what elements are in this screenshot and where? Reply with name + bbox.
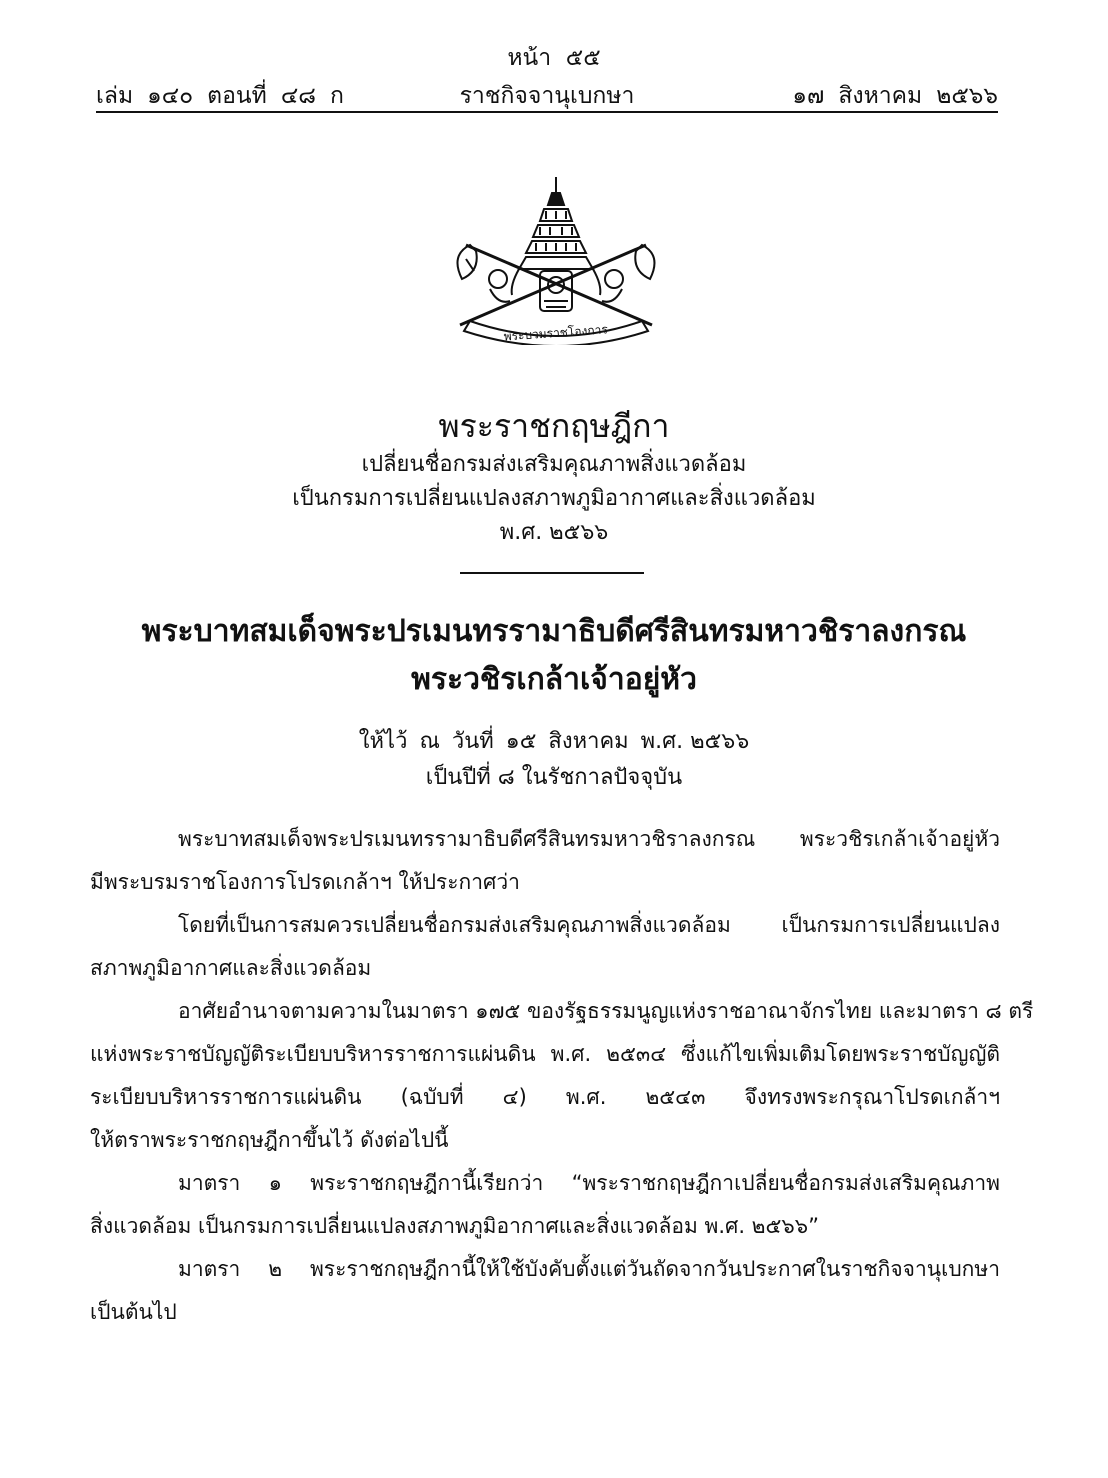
svg-text:พระบวมราชโองการ: พระบวมราชโองการ — [503, 322, 609, 344]
volume-number: ๑๔๐ — [147, 83, 194, 109]
gazette-header — [96, 78, 998, 112]
body-line: พระบาทสมเด็จพระปรเมนทรรามาธิบดีศรีสินทรมหาวชิราลงกรณ พระวชิรเกล้าเจ้าอยู่หัว — [178, 827, 1000, 851]
body-line: มาตรา ๑ พระราชกฤษฎีกานี้เรียกว่า “พระราชกฤษฎีกาเปลี่ยนชื่อกรมส่งเสริมคุณภาพ — [178, 1171, 1000, 1195]
page-label: หน้า — [507, 45, 552, 71]
volume-label: เล่ม — [96, 83, 134, 109]
king-name-block — [0, 608, 1108, 704]
given-year: พ.ศ. ๒๕๖๖ — [640, 729, 750, 754]
section-letter: ก — [329, 83, 344, 109]
body-line: ระเบียบบริหารราชการแผ่นดิน (ฉบับที่ ๔) พ.ศ. ๒๕๔๓ จึงทรงพระกรุณาโปรดเกล้าฯ — [90, 1085, 1000, 1109]
reign-year: เป็นปีที่ ๘ ในรัชกาลปัจจุบัน — [425, 765, 683, 790]
given-prefix: ให้ไว้ — [358, 729, 408, 754]
given-date-line — [0, 724, 1108, 760]
decree-subtitle-line2: เป็นกรมการเปลี่ยนแปลงสภาพภูมิอากาศและสิ่งแวดล้อม — [292, 486, 816, 511]
paragraph-rationale — [90, 904, 1000, 990]
paragraph-authority — [90, 990, 1034, 1162]
king-name-line1: พระบาทสมเด็จพระปรเมนทรรามาธิบดีศรีสินทรมหาวชิราลงกรณ — [141, 614, 967, 649]
body-line: มาตรา ๒ พระราชกฤษฎีกานี้ให้ใช้บังคับตั้งแต่วันถัดจากวันประกาศในราชกิจจานุเบกษา — [178, 1257, 1000, 1281]
given-day-label: วันที่ — [451, 729, 494, 754]
page-number — [0, 40, 1108, 76]
king-name-line2: พระวชิรเกล้าเจ้าอยู่หัว — [411, 662, 697, 697]
part-number: ๔๘ — [280, 83, 316, 109]
decree-title-block — [0, 404, 1108, 550]
section-1 — [90, 1162, 1000, 1248]
publication-name: ราชกิจจานุเบกษา — [459, 83, 635, 109]
given-date-block — [0, 724, 1108, 796]
body-line: สภาพภูมิอากาศและสิ่งแวดล้อม — [90, 956, 372, 980]
paragraph-proclamation — [90, 818, 1000, 904]
body-line: อาศัยอำนาจตามความในมาตรา ๑๗๕ ของรัฐธรรมนูญแห่งราชอาณาจักรไทย และมาตรา ๘ ตรี — [178, 999, 1034, 1023]
decree-subtitle-line1: เปลี่ยนชื่อกรมส่งเสริมคุณภาพสิ่งแวดล้อม — [361, 452, 747, 477]
section-2 — [90, 1248, 1000, 1334]
decree-year: พ.ศ. ๒๕๖๖ — [499, 520, 609, 545]
body-line: แห่งพระราชบัญญัติระเบียบบริหารราชการแผ่นดิน พ.ศ. ๒๕๓๔ ซึ่งแก้ไขเพิ่มเติมโดยพระราชบัญญัติ — [90, 1042, 1000, 1066]
body-line: มีพระบรมราชโองการโปรดเกล้าฯ ให้ประกาศว่า — [90, 870, 520, 894]
part-label: ตอนที่ — [207, 83, 267, 109]
date-month: สิงหาคม — [838, 83, 923, 109]
royal-emblem-icon — [440, 175, 672, 345]
body-line: เป็นต้นไป — [90, 1300, 177, 1324]
given-month: สิงหาคม — [548, 729, 629, 754]
given-day: ๑๕ — [505, 729, 537, 754]
page-number-value: ๕๕ — [565, 45, 601, 71]
given-at: ณ — [419, 729, 440, 754]
decree-body — [90, 818, 1034, 1334]
date-year: ๒๕๖๖ — [936, 83, 998, 109]
header-divider — [96, 111, 998, 113]
body-line: ให้ตราพระราชกฤษฎีกาขึ้นไว้ ดังต่อไปนี้ — [90, 1128, 449, 1152]
title-divider — [460, 572, 644, 574]
body-line: โดยที่เป็นการสมควรเปลี่ยนชื่อกรมส่งเสริมคุณภาพสิ่งแวดล้อม เป็นกรมการเปลี่ยนแปลง — [178, 913, 1000, 937]
body-line: สิ่งแวดล้อม เป็นกรมการเปลี่ยนแปลงสภาพภูมิอากาศและสิ่งแวดล้อม พ.ศ. ๒๕๖๖” — [90, 1214, 819, 1238]
decree-heading: พระราชกฤษฎีกา — [438, 407, 670, 445]
date-day: ๑๗ — [792, 83, 825, 109]
publication-date — [778, 78, 998, 114]
